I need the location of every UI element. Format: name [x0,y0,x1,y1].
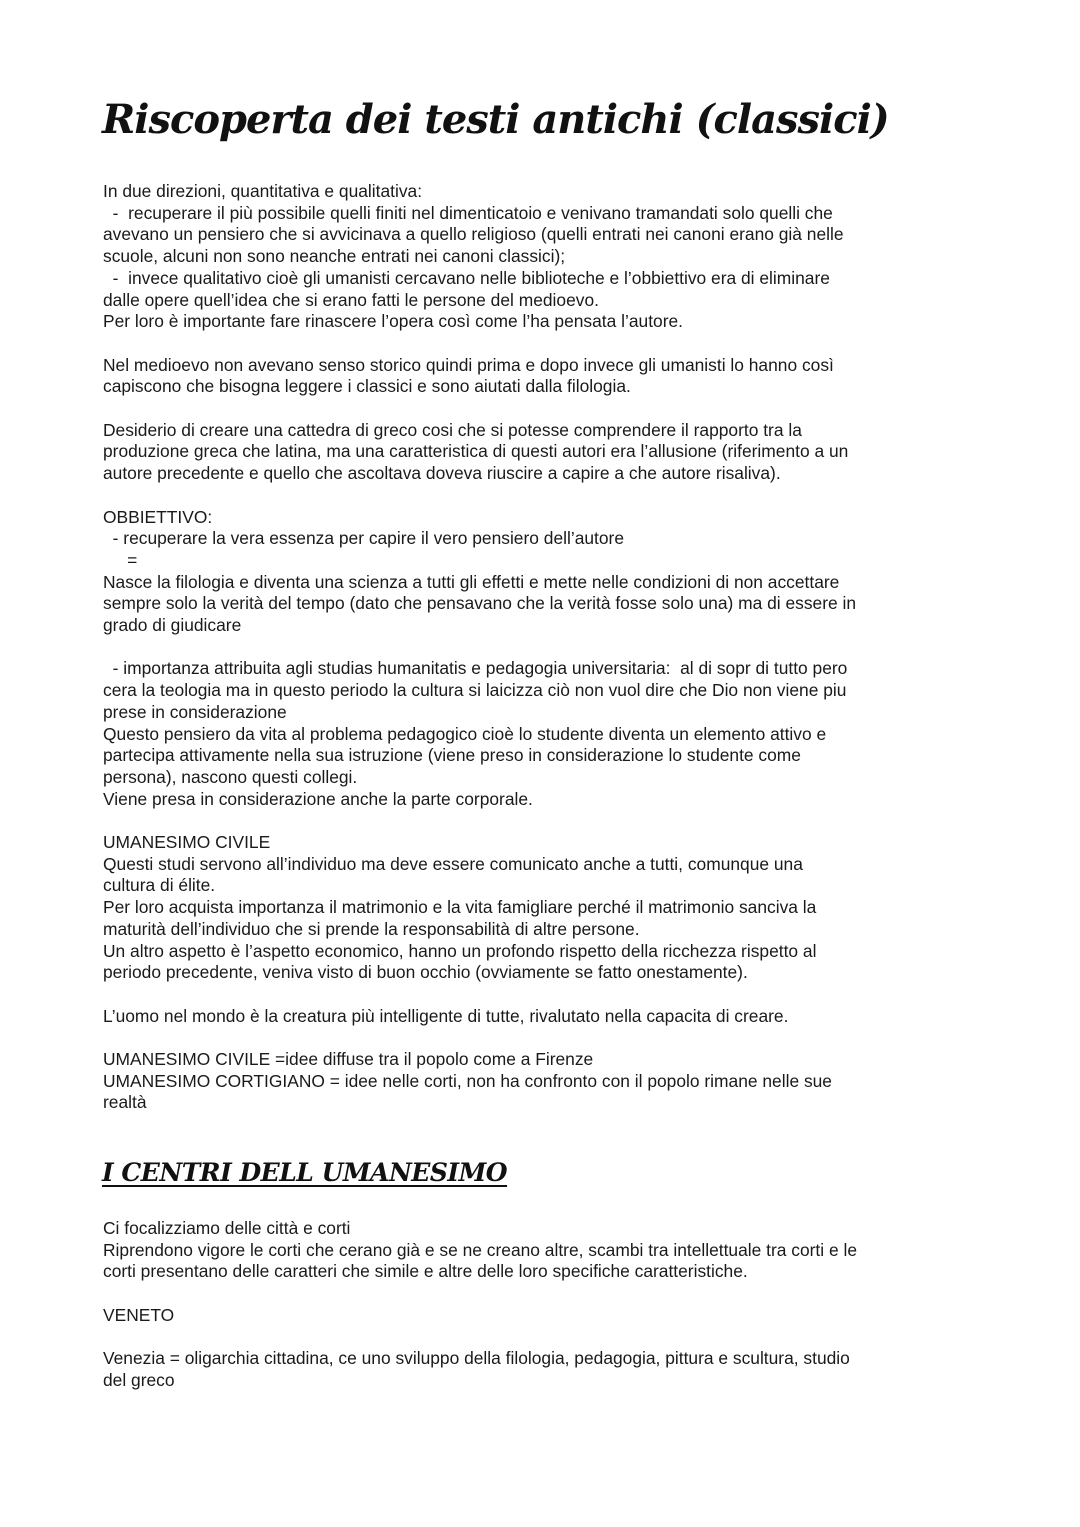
text-line: Riprendono vigore le corti che cerano già e se ne creano altre, scambi tra intellettuale tra corti e le [103,1239,857,1260]
text-line: VENETO [103,1304,175,1325]
text-line: UMANESIMO CIVILE =idee diffuse tra il popolo come a Firenze [103,1049,594,1070]
text-line: UMANESIMO CORTIGIANO = idee nelle corti, non ha confronto con il popolo rimane nelle sue [103,1070,832,1091]
blank-line [103,485,983,507]
blank-line [103,984,983,1006]
text-line: periodo precedente, veniva visto di buon occhio (ovviamente se fatto onestamente). [103,962,748,983]
blank-line [103,1027,983,1049]
text-line: produzione greca che latina, ma una caratteristica di questi autori era l’allusione (riferimento a un [103,441,849,462]
text-line: cera la teologia ma in questo periodo la cultura si laicizza ciò non vuol dire che Dio non viene piu [103,680,847,701]
text-line: Viene presa in considerazione anche la parte corporale. [103,788,533,809]
text-line: Nel medioevo non avevano senso storico quindi prima e dopo invece gli umanisti lo hanno così [103,354,834,375]
text-line: dalle opere quell’idea che si erano fatti le persone del medioevo. [103,289,599,310]
text-line: capiscono che bisogna leggere i classici e sono aiutati dalla filologia. [103,376,631,397]
text-line: - recuperare la vera essenza per capire il vero pensiero dell’autore [103,528,625,549]
text-line: = [103,549,138,570]
blank-line [103,333,983,355]
blank-line [103,1283,983,1305]
text-line: autore precedente e quello che ascoltava doveva riuscire a capire a che autore risaliva). [103,463,781,484]
blank-line [103,1327,983,1349]
text-line: Un altro aspetto è l’aspetto economico, hanno un profondo rispetto della ricchezza rispetto al [103,940,817,961]
text-line: In due direzioni, quantitativa e qualitativa: [103,181,423,201]
text-line: grado di giudicare [103,615,242,636]
text-line: cultura di élite. [103,875,216,896]
text-line: - recuperare il più possibile quelli finiti nel dimenticatoio e venivano tramandati solo quelli che [103,202,833,223]
text-line: prese in considerazione [103,701,287,722]
blank-line [103,810,983,832]
text-line: scuole, alcuni non sono neanche entrati nei canoni classici); [103,246,566,267]
text-line: avevano un pensiero che si avvicinava a quello religioso (quelli entrati nei canoni erano già nelle [103,224,844,245]
text-line: Desiderio di creare una cattedra di greco cosi che si potesse comprendere il rapporto tra la [103,419,802,440]
text-line: persona), nascono questi collegi. [103,766,358,787]
text-line: Per loro è importante fare rinascere l’opera così come l’ha pensata l’autore. [103,311,683,332]
notes-body-section-2 [103,1218,983,1392]
blank-line [103,398,983,420]
notes-body-section-1 [103,181,983,1114]
text-line: Ci focalizziamo delle città e corti [103,1218,351,1238]
text-line: Per loro acquista importanza il matrimonio e la vita famigliare perché il matrimonio sanciva la [103,897,817,918]
text-line: UMANESIMO CIVILE [103,832,271,853]
text-line: del greco [103,1369,175,1390]
text-line: - importanza attribuita agli studias humanitatis e pedagogia universitaria: al di sopr di tutto pero [103,658,848,679]
section-heading-centri: I CENTRI DELL UMANESIMO [102,1158,508,1187]
text-line: Nasce la filologia e diventa una scienza a tutti gli effetti e mette nelle condizioni di non accettare [103,571,840,592]
text-line: maturità dell’individuo che si prende la responsabilità di altre persone. [103,918,640,939]
text-line: Questi studi servono all’individuo ma deve essere comunicato anche a tutti, comunque una [103,853,803,874]
text-line: - invece qualitativo cioè gli umanisti cercavano nelle biblioteche e l’obbiettivo era di eliminare [103,267,830,288]
text-line: realtà [103,1092,147,1113]
text-line: sempre solo la verità del tempo (dato che pensavano che la verità fosse solo una) ma di essere in [103,593,857,614]
text-line: Venezia = oligarchia cittadina, ce uno sviluppo della filologia, pedagogia, pittura e scultura, studio [103,1348,850,1369]
text-line: partecipa attivamente nella sua istruzione (viene preso in considerazione lo studente come [103,745,801,766]
blank-line [103,637,983,659]
text-line: corti presentano delle caratteri che simile e altre delle loro specifiche caratteristiche. [103,1261,748,1282]
text-line: Questo pensiero da vita al problema pedagogico cioè lo studente diventa un elemento attivo e [103,723,827,744]
text-line: OBBIETTIVO: [103,506,213,527]
text-line: L’uomo nel mondo è la creatura più intelligente di tutte, rivalutato nella capacita di creare. [103,1005,789,1026]
page-title: Riscoperta dei testi antichi (classici) [102,96,889,143]
